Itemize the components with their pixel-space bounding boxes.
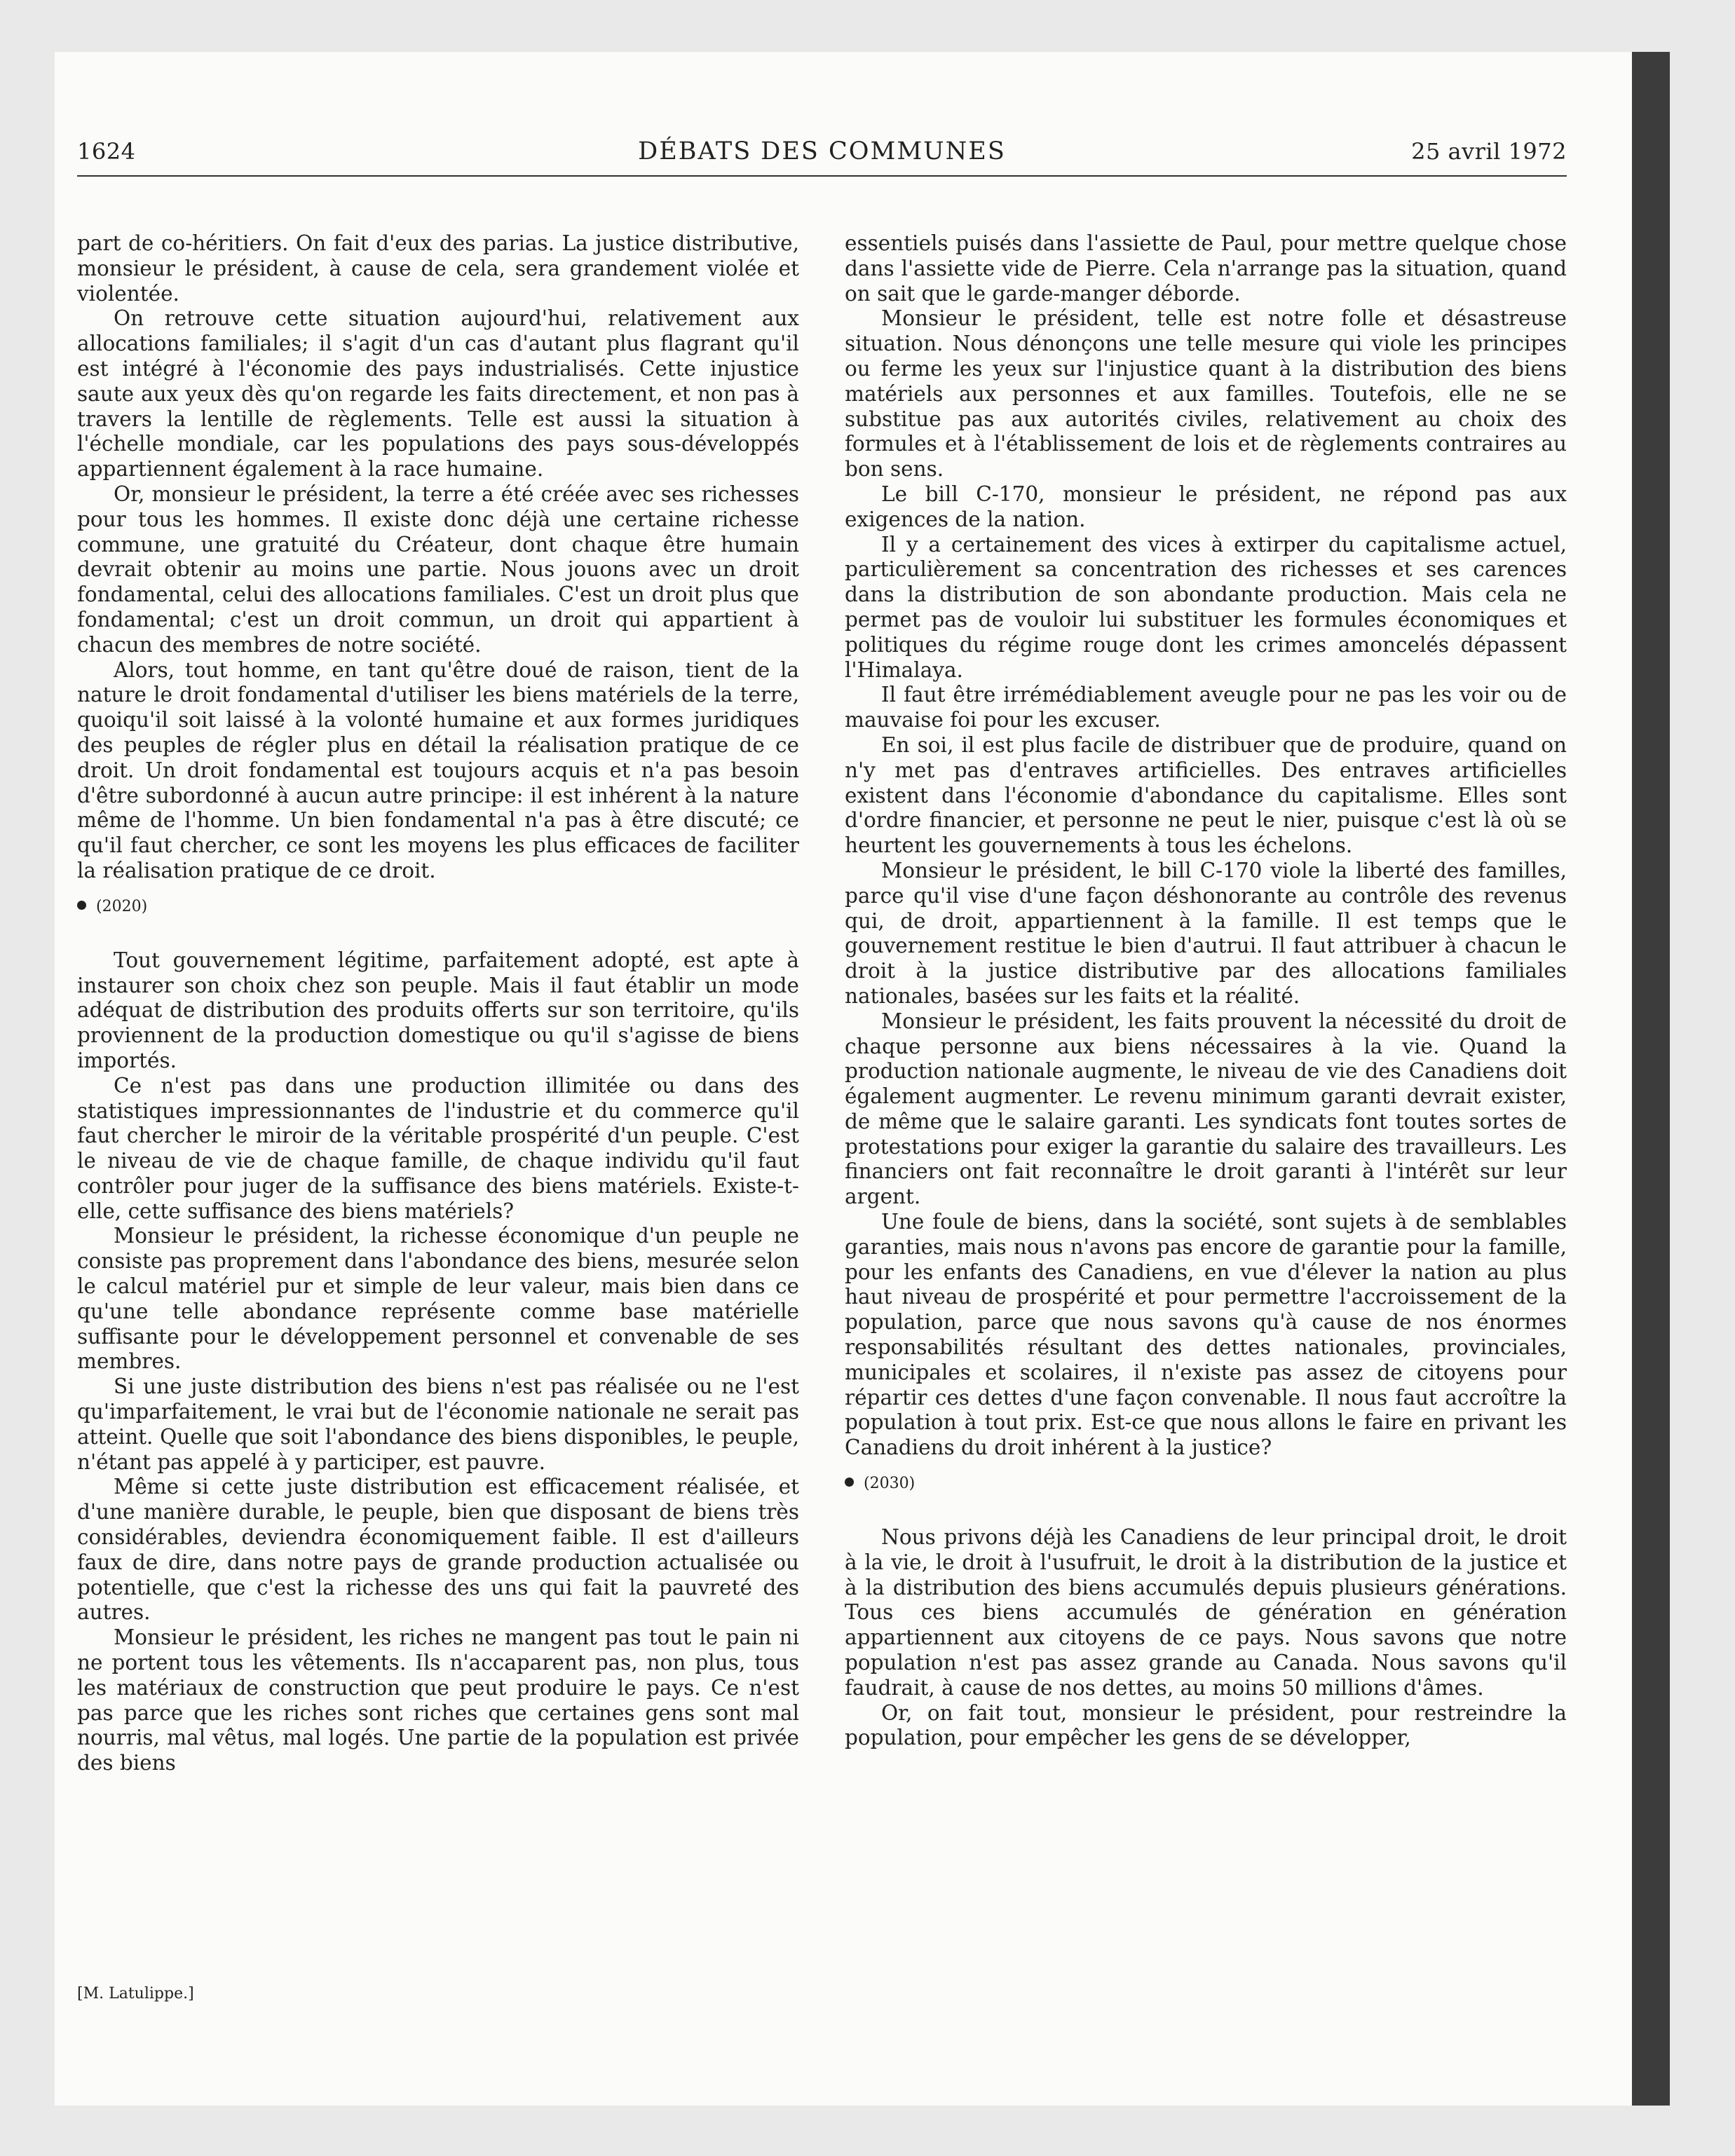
paragraph: Monsieur le président, le bill C-170 viole la liberté des familles, parce qu'il vise d'une façon déshonorante au contrôle des revenus qui, de droit, appartiennent à la famille. Il est temps que le gouvernement restitue le bien d'autrui. Il faut attribuer à chacun le droit à la justice distributive par des allocations familiales nationales, basées sur les faits et la réalité. <box>845 858 1567 1008</box>
paragraph: essentiels puisés dans l'assiette de Paul, pour mettre quelque chose dans l'assiette vide de Pierre. Cela n'arrange pas la situation, quand on sait que le garde-manger déborde. <box>845 231 1567 306</box>
paragraph: Monsieur le président, les faits prouvent la nécessité du droit de chaque personne aux biens nécessaires à la vie. Quand la production nationale augmente, le niveau de vie des Canadiens doit également augmenter. Le revenu minimum garanti devrait exister, de même que le salaire garanti. Les syndicats font toutes sortes de protestations pour exiger la garantie du salaire des travailleurs. Les financiers ont fait reconnaître le droit garanti à l'intérêt sur leur argent. <box>845 1009 1567 1209</box>
paragraph: Si une juste distribution des biens n'est pas réalisée ou ne l'est qu'imparfaitement, le vrai but de l'économie nationale ne serait pas atteint. Quelle que soit l'abondance des biens disponibles, le peuple, n'étant pas appelé à y participer, est pauvre. <box>77 1374 799 1474</box>
paragraph: Ce n'est pas dans une production illimitée ou dans des statistiques impressionnantes de l'industrie et du commerce qu'il faut chercher le miroir de la véritable prospérité d'un peuple. C'est le niveau de vie de chaque famille, de chaque individu qu'il faut contrôler pour juger de la suffisance des biens matériels. Existe-t-elle, cette suffisance des biens matériels? <box>77 1073 799 1223</box>
paragraph: Même si cette juste distribution est efficacement réalisée, et d'une manière durable, le peuple, bien que disposant de biens très considérables, deviendra économiquement faible. Il est d'ailleurs faux de dire, dans notre pays de grande production actualisée ou potentielle, que c'est la richesse des uns qui fait la pauvreté des autres. <box>77 1475 799 1625</box>
paragraph: En soi, il est plus facile de distribuer que de produire, quand on n'y met pas d'entraves artificielles. Des entraves artificielles existent dans l'économie d'abondance du capitalisme. Elles sont d'ordre financier, et personne ne peut le nier, puisque c'est là où se heurtent les gouvernements à tous les échelons. <box>845 732 1567 858</box>
speaker-attribution: [M. Latulippe.] <box>77 1985 194 2003</box>
time-marker <box>77 896 799 917</box>
paragraph: Alors, tout homme, en tant qu'être doué de raison, tient de la nature le droit fondamental d'utiliser les biens matériels de la terre, quoiqu'il soit laissé à la volonté humaine et aux formes juridiques des peuples de régler plus en détail la réalisation pratique de ce droit. Un droit fondamental est toujours acquis et n'a pas besoin d'être subordonné à aucun autre principe: il est inhérent à la nature même de l'homme. Un bien fondamental n'a pas à être discuté; ce qu'il faut chercher, ce sont les moyens les plus efficaces de faciliter la réalisation pratique de ce droit. <box>77 657 799 882</box>
paragraph: Il faut être irrémédiablement aveugle pour ne pas les voir ou de mauvaise foi pour les excuser. <box>845 683 1567 732</box>
bullet-icon <box>77 901 86 910</box>
paragraph: Monsieur le président, telle est notre folle et désastreuse situation. Nous dénonçons une telle mesure qui viole les principes ou ferme les yeux sur l'injustice quant à la distribution des biens matériels aux personnes et aux familles. Toutefois, elle ne se substitue pas aux autorités civiles, relativement au choix des formules et à l'établissement de lois et de règlements contraires au bon sens. <box>845 306 1567 482</box>
paragraph: Il y a certainement des vices à extirper du capitalisme actuel, particulièrement sa concentration des richesses et ses carences dans la distribution de son abondante production. Mais cela ne permet pas de vouloir lui substituer les formules économiques et politiques du régime rouge dont les crimes amoncelés dépassent l'Himalaya. <box>845 532 1567 682</box>
paragraph: Le bill C-170, monsieur le président, ne répond pas aux exigences de la nation. <box>845 482 1567 531</box>
paragraph: Or, monsieur le président, la terre a été créée avec ses richesses pour tous les hommes. Il existe donc déjà une certaine richesse commune, une gratuité du Créateur, dont chaque être humain devrait obtenir au moins une partie. Nous jouons avec un droit fondamental, celui des allocations familiales. C'est un droit plus que fondamental; c'est un droit commun, un droit qui appartient à chacun des membres de notre société. <box>77 482 799 657</box>
header-date: 25 avril 1972 <box>1411 138 1567 165</box>
paragraph: Monsieur le président, les riches ne mangent pas tout le pain ni ne portent tous les vêtements. Ils n'accaparent pas, non plus, tous les matériaux de construction que peut produire le pays. Ce n'est pas parce que les riches sont riches que certaines gens sont mal nourris, mal vêtus, mal logés. Une partie de la population est privée des biens <box>77 1625 799 1775</box>
paragraph: Monsieur le président, la richesse économique d'un peuple ne consiste pas proprement dans l'abondance des biens, mesurée selon le calcul matériel pur et simple de leur valeur, mais bien dans ce qu'une telle abondance représente comme base matérielle suffisante pour le développement personnel et convenable de ses membres. <box>77 1224 799 1374</box>
document-page <box>77 91 1567 2047</box>
paragraph: part de co-héritiers. On fait d'eux des parias. La justice distributive, monsieur le président, à cause de cela, sera grandement violée et violentée. <box>77 231 799 306</box>
page-header <box>77 133 1567 177</box>
time-marker-label: (2030) <box>864 1475 916 1493</box>
running-head-title: DÉBATS DES COMMUNES <box>638 137 1006 165</box>
paragraph: Or, on fait tout, monsieur le président, pour restreindre la population, pour empêcher les gens de se développer, <box>845 1700 1567 1750</box>
page-number: 1624 <box>77 138 136 165</box>
paragraph: Tout gouvernement légitime, parfaitement adopté, est apte à instaurer son choix chez son peuple. Mais il faut établir un mode adéquat de distribution des produits offerts sur son territoire, qu'ils proviennent de la production domestique ou qu'il s'agisse de biens importés. <box>77 948 799 1072</box>
bullet-icon <box>845 1478 854 1487</box>
time-marker <box>845 1473 1567 1494</box>
scan-border <box>1632 52 1670 2106</box>
right-column <box>845 231 1567 1751</box>
paragraph: Une foule de biens, dans la société, sont sujets à de semblables garanties, mais nous n'avons pas encore de garantie pour la famille, pour les enfants des Canadiens, en vue d'élever la nation au plus haut niveau de prospérité et pour permettre l'accroissement de la population, parce que nous savons qu'à cause de nos énormes responsabilités résultant des dettes nationales, provinciales, municipales et scolaires, il n'existe pas assez de citoyens pour répartir ces dettes d'une façon convenable. Il nous faut accroître la population à tout prix. Est-ce que nous allons le faire en privant les Canadiens du droit inhérent à la justice? <box>845 1210 1567 1460</box>
paragraph: Nous privons déjà les Canadiens de leur principal droit, le droit à la vie, le droit à l'usufruit, le droit à la distribution de la justice et à la distribution des biens accumulés depuis plusieurs générations. Tous ces biens accumulés de génération en génération appartiennent aux citoyens de ce pays. Nous savons que notre population n'est pas assez grande au Canada. Nous savons qu'il faudrait, à cause de nos dettes, au moins 50 millions d'âmes. <box>845 1525 1567 1700</box>
time-marker-label: (2020) <box>96 897 148 915</box>
left-column <box>77 231 799 1776</box>
paragraph: On retrouve cette situation aujourd'hui, relativement aux allocations familiales; il s'agit d'un cas d'autant plus flagrant qu'il est intégré à l'économie des pays industrialisés. Cette injustice saute aux yeux dès qu'on regarde les faits directement, et non pas à travers la lentille de règlements. Telle est aussi la situation à l'échelle mondiale, car les populations des pays sous-développés appartiennent également à la race humaine. <box>77 306 799 482</box>
